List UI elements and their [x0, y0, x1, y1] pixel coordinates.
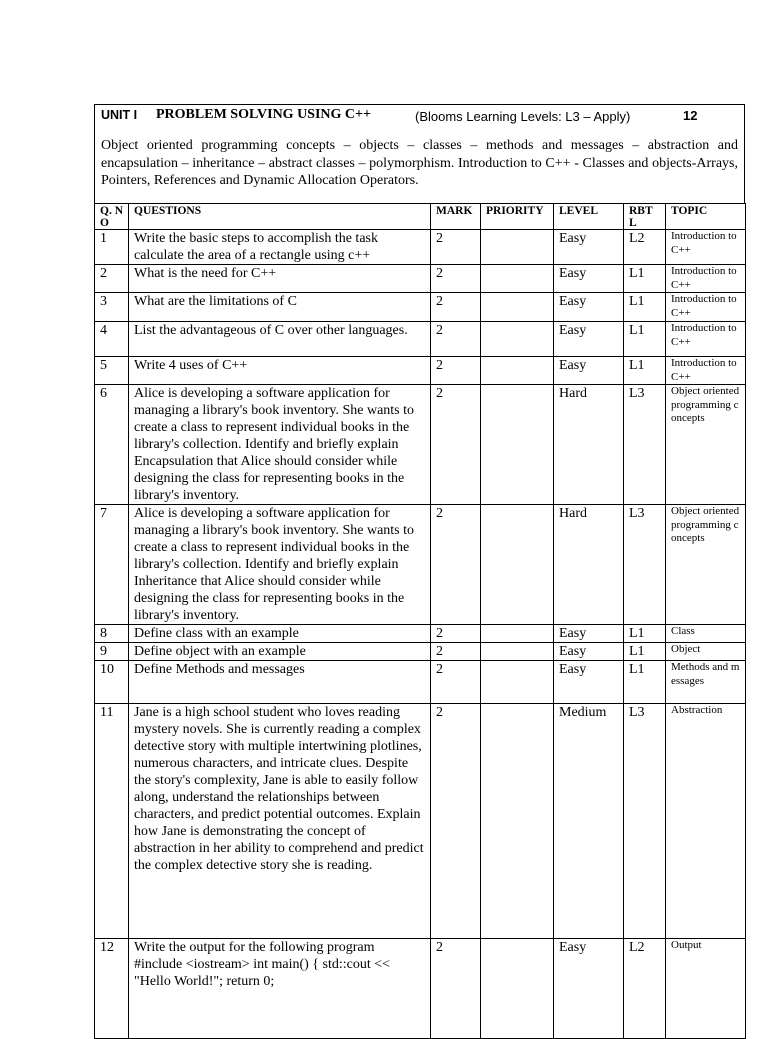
cell-mark: 2	[431, 357, 481, 385]
col-header-level: LEVEL	[554, 204, 624, 230]
cell-question: What is the need for C++	[129, 265, 431, 293]
cell-mark: 2	[431, 704, 481, 939]
cell-qno: 5	[95, 357, 129, 385]
table-row	[95, 293, 746, 322]
col-header-mark: MARK	[431, 204, 481, 230]
cell-qno: 9	[95, 643, 129, 661]
cell-level: Easy	[554, 230, 624, 265]
unit-header	[94, 104, 745, 203]
cell-mark: 2	[431, 643, 481, 661]
cell-question: Define object with an example	[129, 643, 431, 661]
cell-level: Easy	[554, 293, 624, 322]
cell-mark: 2	[431, 661, 481, 704]
cell-rbtl: L1	[624, 625, 666, 643]
cell-level: Easy	[554, 939, 624, 1039]
cell-mark: 2	[431, 322, 481, 357]
cell-question: Define Methods and messages	[129, 661, 431, 704]
cell-question: Write the output for the following program #include <iostream> int main() { std::cout << "Hello World!"; return 0;	[129, 939, 431, 1039]
table-row	[95, 643, 746, 661]
cell-topic: Object oriented programming concepts	[666, 505, 746, 625]
col-header-priority: PRIORITY	[481, 204, 554, 230]
cell-question: Write 4 uses of C++	[129, 357, 431, 385]
cell-level: Easy	[554, 357, 624, 385]
cell-topic: Introduction to C++	[666, 230, 746, 265]
table-row	[95, 661, 746, 704]
cell-topic: Output	[666, 939, 746, 1039]
cell-mark: 2	[431, 505, 481, 625]
cell-mark: 2	[431, 385, 481, 505]
cell-topic: Object	[666, 643, 746, 661]
cell-rbtl: L1	[624, 265, 666, 293]
col-header-qno: Q. NO	[95, 204, 129, 230]
cell-rbtl: L1	[624, 643, 666, 661]
table-row	[95, 704, 746, 939]
unit-syllabus-description: Object oriented programming concepts – objects – classes – methods and messages – abstraction and encapsulation – inheritance – abstract classes – polymorphism. Introduction to C++ - Classes and objects-Arrays, Pointers, References and Dynamic Allocation Operators.	[101, 138, 738, 189]
cell-qno: 4	[95, 322, 129, 357]
cell-priority	[481, 230, 554, 265]
cell-level: Easy	[554, 625, 624, 643]
cell-rbtl: L3	[624, 505, 666, 625]
cell-topic: Introduction to C++	[666, 293, 746, 322]
cell-level: Hard	[554, 385, 624, 505]
cell-question: Write the basic steps to accomplish the task calculate the area of a rectangle using c++	[129, 230, 431, 265]
cell-qno: 1	[95, 230, 129, 265]
cell-topic: Introduction to C++	[666, 322, 746, 357]
unit-label: UNIT I	[101, 108, 138, 122]
cell-level: Medium	[554, 704, 624, 939]
table-header-row	[95, 204, 746, 230]
table-row	[95, 357, 746, 385]
cell-mark: 2	[431, 625, 481, 643]
cell-topic: Class	[666, 625, 746, 643]
cell-mark: 2	[431, 293, 481, 322]
cell-mark: 2	[431, 265, 481, 293]
table-row	[95, 625, 746, 643]
cell-rbtl: L1	[624, 322, 666, 357]
cell-priority	[481, 643, 554, 661]
cell-qno: 2	[95, 265, 129, 293]
cell-question: List the advantageous of C over other languages.	[129, 322, 431, 357]
cell-qno: 6	[95, 385, 129, 505]
cell-rbtl: L3	[624, 704, 666, 939]
cell-priority	[481, 385, 554, 505]
col-header-topic: TOPIC	[666, 204, 746, 230]
cell-question: Alice is developing a software application for managing a library's book inventory. She wants to create a class to represent individual books in the library's collection. Identify and briefly explain Encapsulation that Alice should consider while designing the class for representing books in the library's inventory.	[129, 385, 431, 505]
cell-priority	[481, 357, 554, 385]
cell-topic: Introduction to C++	[666, 265, 746, 293]
cell-question: Define class with an example	[129, 625, 431, 643]
cell-rbtl: L1	[624, 293, 666, 322]
col-header-rbtl: RBTL	[624, 204, 666, 230]
table-row	[95, 230, 746, 265]
table-row	[95, 505, 746, 625]
table-row	[95, 265, 746, 293]
cell-topic: Introduction to C++	[666, 357, 746, 385]
cell-level: Easy	[554, 661, 624, 704]
cell-qno: 11	[95, 704, 129, 939]
cell-rbtl: L2	[624, 939, 666, 1039]
cell-level: Easy	[554, 265, 624, 293]
cell-qno: 12	[95, 939, 129, 1039]
cell-question: Jane is a high school student who loves reading mystery novels. She is currently reading a complex detective story with multiple intertwining plotlines, numerous characters, and intricate clues. Despite the story's complexity, Jane is able to easily follow along, understand the relationships between characters, and predict potential outcomes. Explain how Jane is demonstrating the concept of abstraction in her ability to comprehend and predict the complex detective story she is reading.	[129, 704, 431, 939]
question-bank-sheet	[94, 104, 745, 1039]
cell-mark: 2	[431, 230, 481, 265]
cell-rbtl: L1	[624, 661, 666, 704]
unit-title-line	[101, 107, 738, 133]
unit-title: PROBLEM SOLVING USING C++	[156, 107, 371, 122]
cell-mark: 2	[431, 939, 481, 1039]
cell-priority	[481, 265, 554, 293]
cell-priority	[481, 322, 554, 357]
cell-priority	[481, 704, 554, 939]
cell-priority	[481, 505, 554, 625]
cell-level: Easy	[554, 322, 624, 357]
table-row	[95, 322, 746, 357]
blooms-level: (Blooms Learning Levels: L3 – Apply)	[415, 109, 631, 124]
cell-rbtl: L2	[624, 230, 666, 265]
cell-question: What are the limitations of C	[129, 293, 431, 322]
cell-qno: 8	[95, 625, 129, 643]
cell-qno: 10	[95, 661, 129, 704]
cell-qno: 7	[95, 505, 129, 625]
table-row	[95, 385, 746, 505]
questions-table	[94, 203, 746, 1039]
cell-priority	[481, 661, 554, 704]
unit-hours: 12	[683, 108, 698, 123]
cell-topic: Object oriented programming concepts	[666, 385, 746, 505]
cell-rbtl: L3	[624, 385, 666, 505]
col-header-questions: QUESTIONS	[129, 204, 431, 230]
cell-level: Easy	[554, 643, 624, 661]
cell-priority	[481, 293, 554, 322]
cell-topic: Methods and messages	[666, 661, 746, 704]
cell-priority	[481, 625, 554, 643]
cell-rbtl: L1	[624, 357, 666, 385]
cell-question: Alice is developing a software application for managing a library's book inventory. She wants to create a class to represent individual books in the library's collection. Identify and briefly explain Inheritance that Alice should consider while designing the class for representing books in the library's inventory.	[129, 505, 431, 625]
cell-level: Hard	[554, 505, 624, 625]
cell-topic: Abstraction	[666, 704, 746, 939]
cell-qno: 3	[95, 293, 129, 322]
